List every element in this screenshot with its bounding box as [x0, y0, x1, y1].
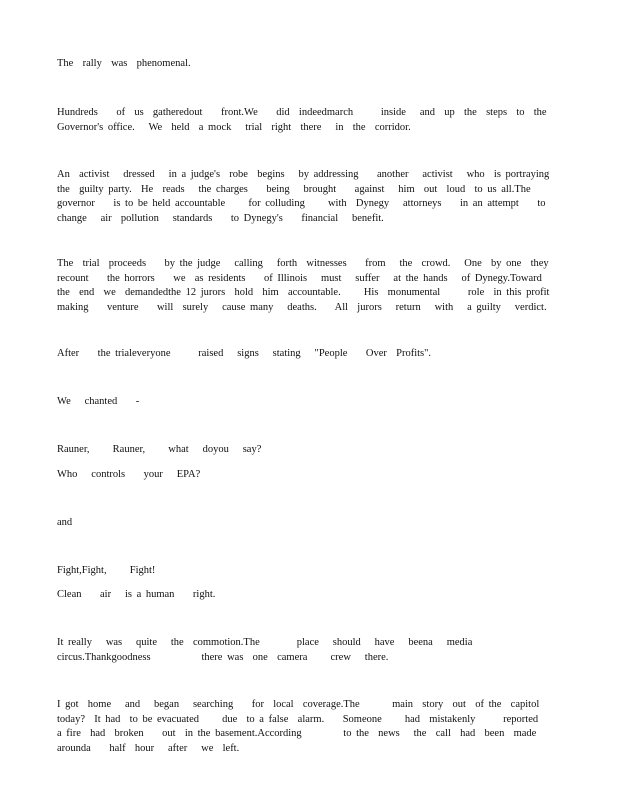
paragraph-gathered: Hundreds of us gatheredout front.We did indeedmarch inside and up the steps to the Governor's office. We held a mock trial right there in the corridor.	[57, 107, 556, 133]
paragraph-and: and	[57, 517, 73, 528]
chant-line-clean-air: Clean air is a human right.	[57, 589, 216, 600]
paragraph-trial: The trial proceeds by the judge calling forth witnesses from the crowd. One by one they recount the horrors we as residents of Illinois must suffer at the hands of Dynegy.Toward the end we demandedthe 12 jurors hold him accountable. His monumental role in this profit making venture will surely cause many deaths. All jurors return with a guilty verdict.	[57, 258, 579, 313]
chant-line-rauner: Rauner, Rauner, what doyou say?	[57, 444, 262, 455]
paragraph-rally: The rally was phenomenal.	[57, 58, 191, 69]
paragraph-commotion: It really was quite the commotion.The place should have beena media circus.Thankgoodness there was one camera crew there.	[57, 637, 487, 663]
paragraph-activist: An activist dressed in a judge's robe begins by addressing another activist who is portraying the guilty party. He reads the charges being brought against him out loud to us all.The governor is to be held accountable for colluding with Dynegy attorneys in an attempt to change air pollution standards to Dynegy's financial benefit.	[57, 169, 568, 224]
paragraph-coverage: I got home and began searching for local coverage.The main story out of the capitol today? It had to be evacuated due to a false alarm. Someone had mistakenly reported a fire had broken out in the basement.According to the news the call had been made arounda half hour after we left.	[57, 699, 562, 754]
chant-line-fight: Fight,Fight, Fight!	[57, 565, 156, 576]
paragraph-signs: After the trialeveryone raised signs stating "People Over Profits".	[57, 348, 432, 359]
paragraph-chanted: We chanted -	[57, 396, 140, 407]
chant-line-epa: Who controls your EPA?	[57, 469, 201, 480]
